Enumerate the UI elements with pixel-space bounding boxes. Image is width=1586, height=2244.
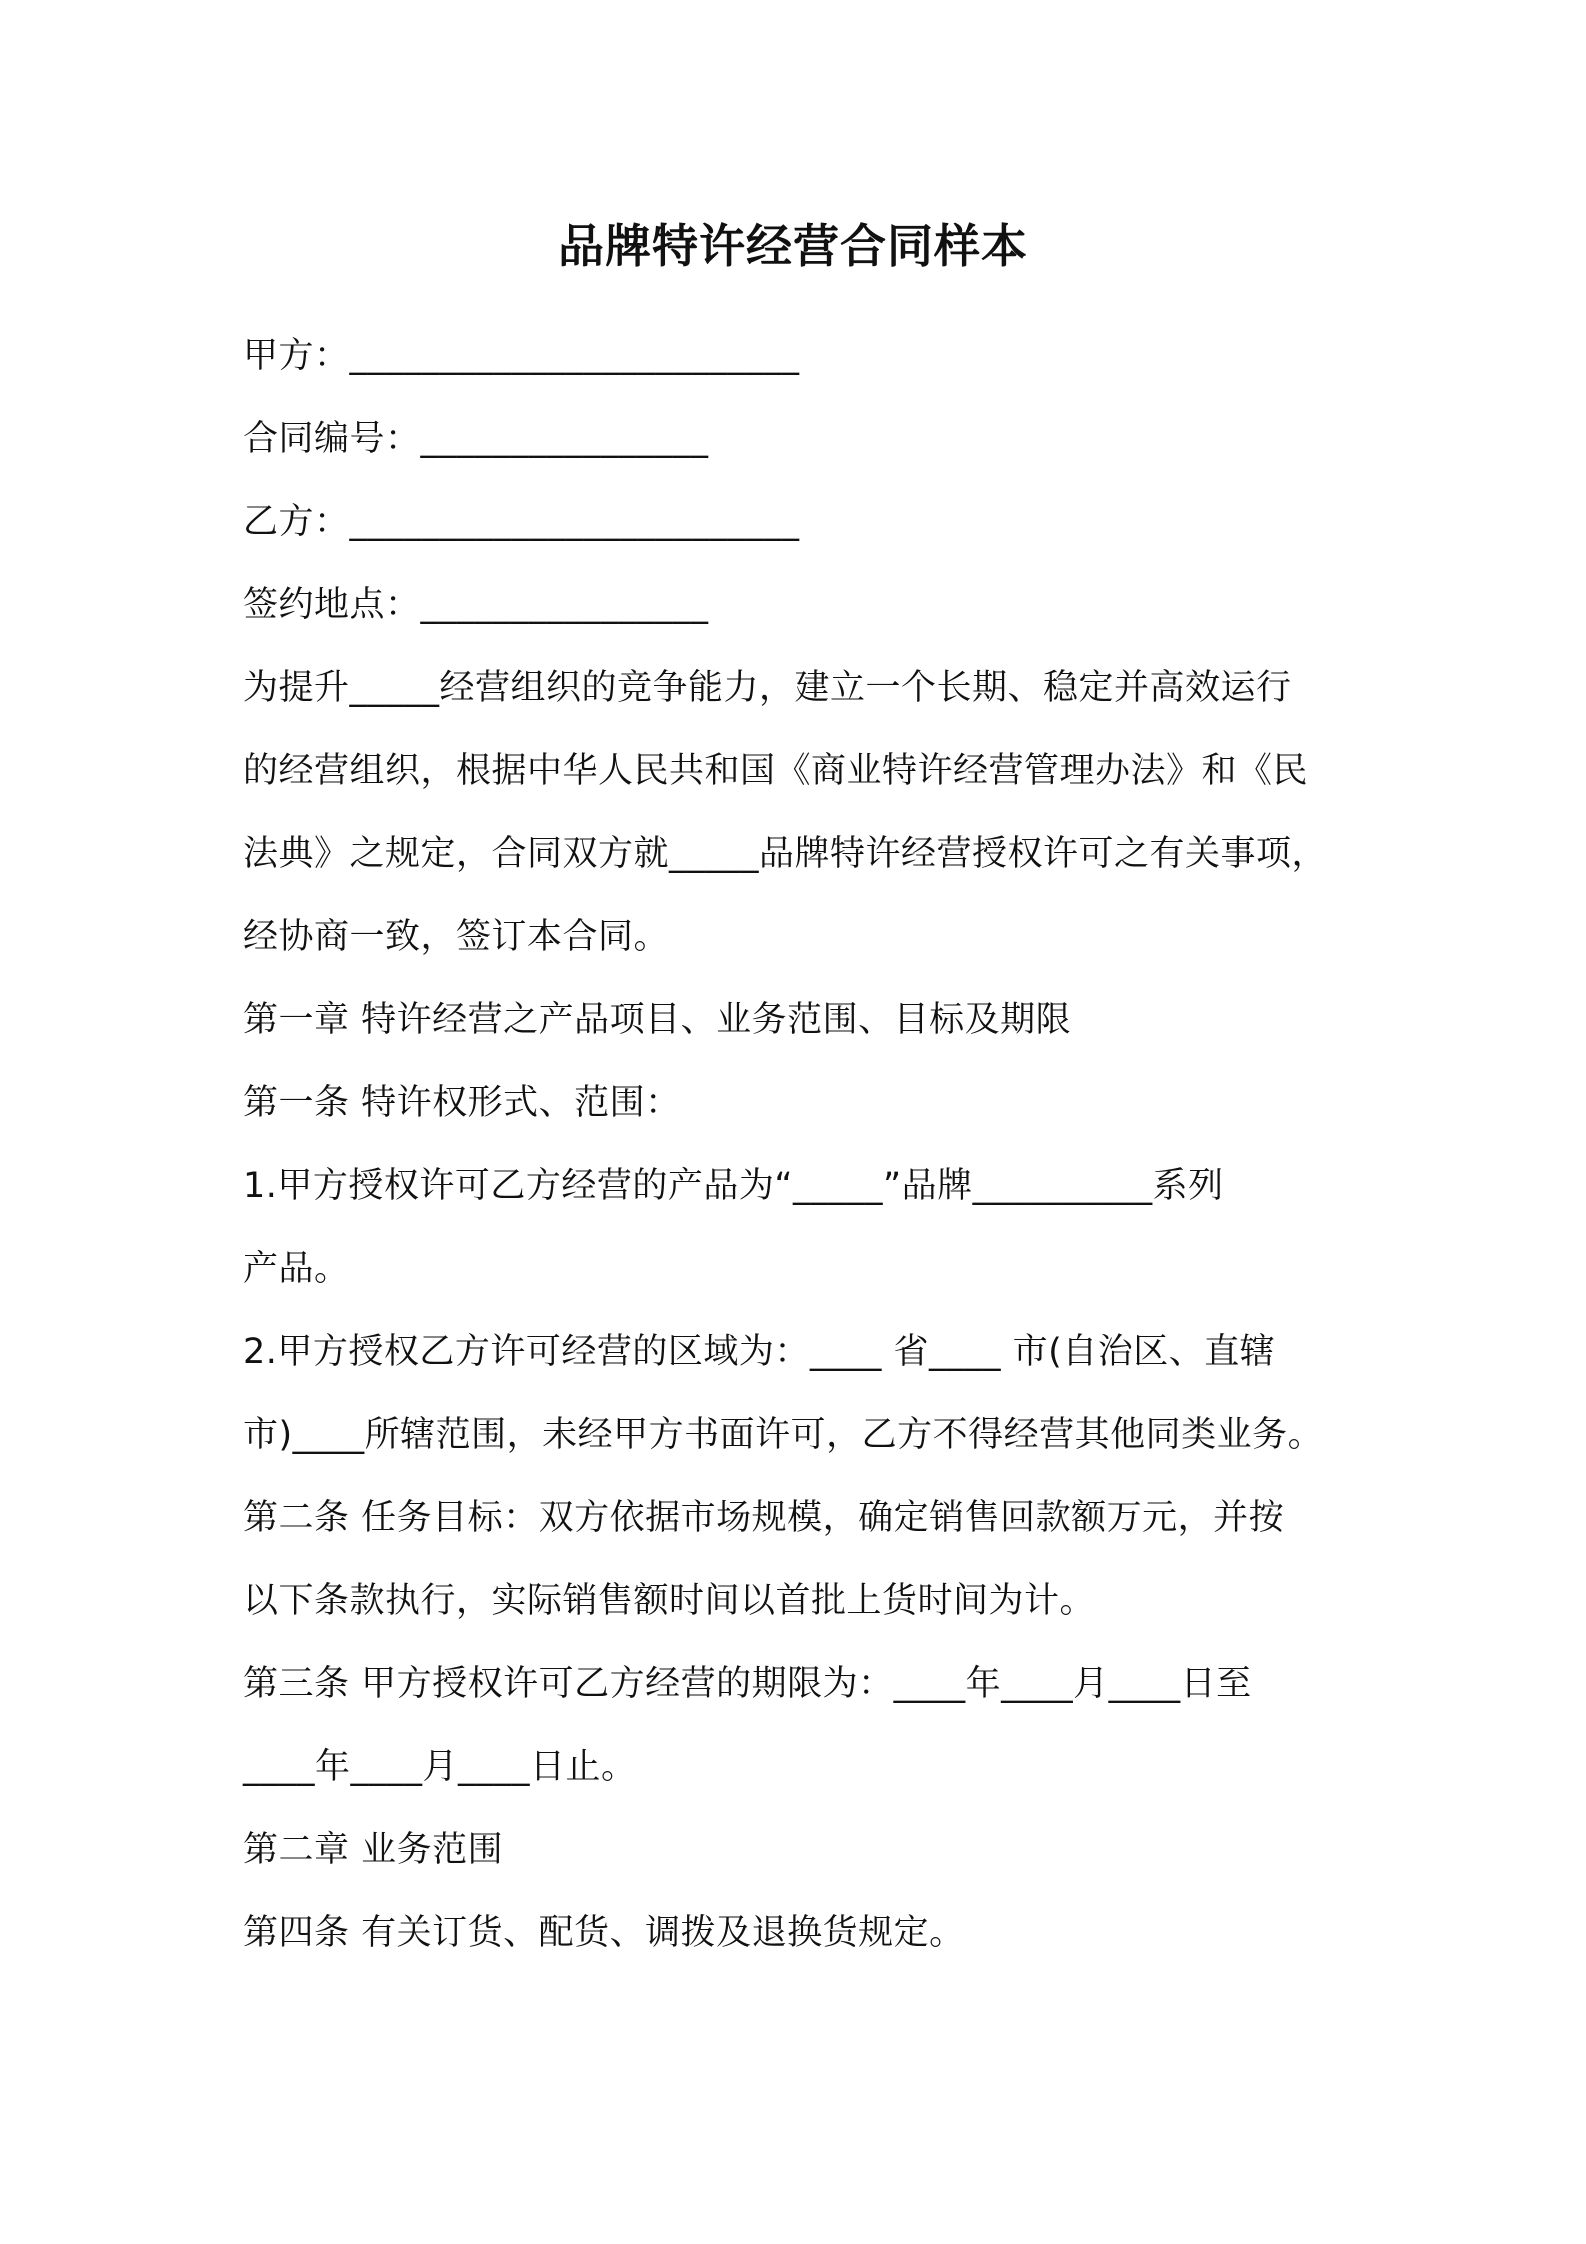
clause-1-line-2: 产品。 bbox=[243, 1249, 350, 1289]
document-title: 品牌特许经营合同样本 bbox=[558, 219, 1028, 273]
clause-1-line-1: 1.甲方授权许可乙方经营的产品为“_____”品牌__________系列 bbox=[243, 1166, 1224, 1206]
preamble-line-2: 的经营组织，根据中华人民共和国《商业特许经营管理办法》和《民 bbox=[243, 751, 1309, 791]
article-4-heading: 第四条 有关订货、配货、调拨及退换货规定。 bbox=[243, 1913, 965, 1953]
preamble-line-4: 经协商一致，签订本合同。 bbox=[243, 917, 670, 957]
preamble-line-3: 法典》之规定，合同双方就_____品牌特许经营授权许可之有关事项， bbox=[243, 834, 1328, 874]
article-2-line-2: 以下条款执行，实际销售额时间以首批上货时间为计。 bbox=[243, 1581, 1096, 1621]
article-2-line-1: 第二条 任务目标：双方依据市场规模，确定销售回款额万元，并按 bbox=[243, 1498, 1285, 1538]
article-3-line-1: 第三条 甲方授权许可乙方经营的期限为：____年____月____日至 bbox=[243, 1664, 1252, 1704]
chapter-2-heading: 第二章 业务范围 bbox=[243, 1830, 504, 1870]
article-3-line-2: ____年____月____日止。 bbox=[243, 1747, 637, 1787]
preamble-line-1: 为提升_____经营组织的竞争能力，建立一个长期、稳定并高效运行 bbox=[243, 668, 1292, 708]
contract-number-line: 合同编号：________________ bbox=[243, 419, 709, 459]
signing-place-line: 签约地点：________________ bbox=[243, 585, 709, 625]
clause-2-line-2: 市)____所辖范围，未经甲方书面许可，乙方不得经营其他同类业务。 bbox=[243, 1415, 1324, 1455]
party-a-line: 甲方：_________________________ bbox=[243, 336, 800, 376]
clause-2-line-1: 2.甲方授权乙方许可经营的区域为：____ 省____ 市(自治区、直辖 bbox=[243, 1332, 1276, 1372]
party-b-line: 乙方：_________________________ bbox=[243, 502, 800, 542]
article-1-heading: 第一条 特许权形式、范围： bbox=[243, 1083, 681, 1123]
chapter-1-heading: 第一章 特许经营之产品项目、业务范围、目标及期限 bbox=[243, 1000, 1072, 1040]
